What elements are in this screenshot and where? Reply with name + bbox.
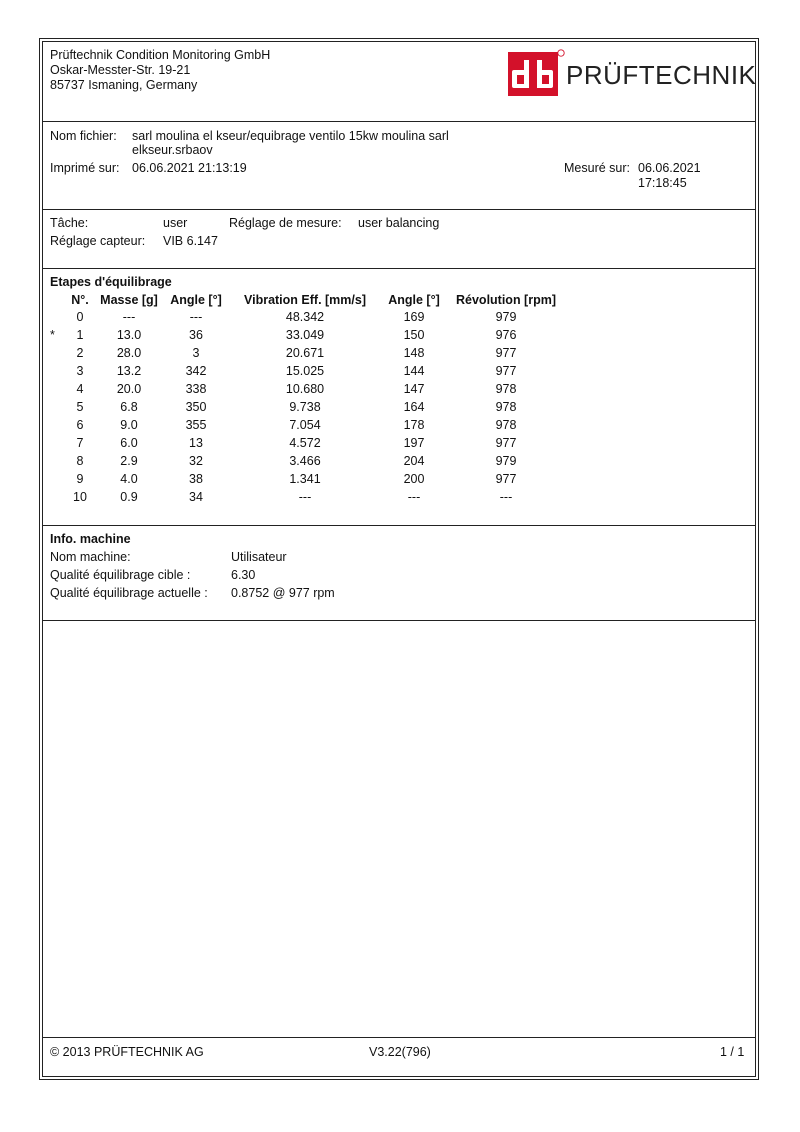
table-cell: 978 [495, 418, 517, 432]
table-body [50, 308, 562, 506]
table-cell [50, 452, 62, 470]
divider [42, 1037, 756, 1038]
table-cell: 338 [185, 382, 207, 396]
measured-time: 17:18:45 [638, 176, 687, 190]
table-cell: 204 [403, 454, 425, 468]
table-cell: 28.0 [116, 346, 142, 360]
table-cell: --- [499, 490, 513, 504]
file-name-label: Nom fichier: [50, 129, 117, 143]
table-cell: 144 [403, 364, 425, 378]
table-cell: --- [122, 310, 136, 324]
table-cell: 1 [76, 328, 84, 342]
table-cell [50, 308, 62, 326]
table-cell: 32 [189, 454, 203, 468]
table-row [50, 434, 562, 452]
task-value: user [163, 216, 188, 230]
target-quality-value: 6.30 [231, 568, 256, 582]
table-cell: 342 [185, 364, 207, 378]
pruftechnik-logo [508, 49, 757, 97]
table-cell [50, 434, 62, 452]
file-name-value-cont: elkseur.srbaov [132, 143, 213, 157]
table-cell: 979 [495, 454, 517, 468]
table-row [50, 398, 562, 416]
measured-label: Mesuré sur: [564, 161, 630, 175]
table-cell: 978 [495, 400, 517, 414]
table-cell: 150 [403, 328, 425, 342]
task-label: Tâche: [50, 216, 89, 230]
table-cell: * [50, 328, 55, 342]
table-cell: --- [189, 310, 203, 324]
table-cell [50, 488, 62, 506]
table-cell: 3 [192, 346, 200, 360]
table-cell: 3 [76, 364, 84, 378]
table-cell: --- [407, 490, 421, 504]
balancing-steps-title: Etapes d'équilibrage [50, 275, 172, 289]
table-cell [50, 398, 62, 416]
balancing-steps-table [50, 291, 562, 506]
table-cell: 34 [189, 490, 203, 504]
table-row [50, 452, 562, 470]
measure-setup-value: user balancing [358, 216, 440, 230]
table-cell: 350 [185, 400, 207, 414]
table-cell: 5 [76, 400, 84, 414]
table-row [50, 344, 562, 362]
table-cell: 6.0 [120, 436, 138, 450]
table-cell: 200 [403, 472, 425, 486]
table-header-row [50, 291, 562, 308]
table-cell [50, 362, 62, 380]
registered-mark-icon [557, 49, 565, 57]
table-cell: 13.2 [116, 364, 142, 378]
table-row [50, 308, 562, 326]
table-cell: 0.9 [120, 490, 138, 504]
measured-date: 06.06.2021 [638, 161, 701, 175]
table-cell: 4.0 [120, 472, 138, 486]
sensor-setup-label: Réglage capteur: [50, 234, 146, 248]
table-row [50, 470, 562, 488]
table-row [50, 380, 562, 398]
table-cell: 9.738 [289, 400, 321, 414]
table-cell: 38 [189, 472, 203, 486]
table-cell: 20.671 [285, 346, 325, 360]
printed-value: 06.06.2021 21:13:19 [132, 161, 247, 175]
table-cell: 9.0 [120, 418, 138, 432]
table-cell: 147 [403, 382, 425, 396]
machine-name-label: Nom machine: [50, 550, 131, 564]
table-cell: 10.680 [285, 382, 325, 396]
table-cell: --- [298, 490, 312, 504]
machine-info-title: Info. machine [50, 532, 131, 546]
table-cell: 8 [76, 454, 84, 468]
table-cell: 178 [403, 418, 425, 432]
divider [42, 525, 756, 526]
column-header: Révolution [rpm] [456, 292, 556, 307]
table-cell: 36 [189, 328, 203, 342]
actual-quality-value: 0.8752 @ 977 rpm [231, 586, 335, 600]
table-row [50, 488, 562, 506]
table-cell: 15.025 [285, 364, 325, 378]
divider [42, 121, 756, 122]
table-cell: 4 [76, 382, 84, 396]
table-cell: 355 [185, 418, 207, 432]
table-row [50, 362, 562, 380]
column-header: Angle [°] [388, 292, 440, 307]
table-cell [50, 470, 62, 488]
table-cell: 977 [495, 346, 517, 360]
table-cell: 13 [189, 436, 203, 450]
table-cell: 977 [495, 472, 517, 486]
table-cell: 0 [76, 310, 84, 324]
divider [42, 620, 756, 621]
sensor-setup-value: VIB 6.147 [163, 234, 218, 248]
table-cell: 13.0 [116, 328, 142, 342]
table-cell: 976 [495, 328, 517, 342]
column-header: Masse [g] [100, 292, 158, 307]
column-header: Angle [°] [170, 292, 222, 307]
footer-version: V3.22(796) [369, 1045, 431, 1059]
machine-name-value: Utilisateur [231, 550, 287, 564]
table-cell: 977 [495, 436, 517, 450]
company-name: Prüftechnik Condition Monitoring GmbH [50, 48, 271, 62]
table-cell: 3.466 [289, 454, 321, 468]
table-cell: 6.8 [120, 400, 138, 414]
column-header: N°. [71, 292, 89, 307]
table-cell [50, 416, 62, 434]
measure-setup-label: Réglage de mesure: [229, 216, 342, 230]
db-logo-icon [508, 52, 558, 96]
table-cell: 2 [76, 346, 84, 360]
company-city: 85737 Ismaning, Germany [50, 78, 198, 92]
table-cell: 6 [76, 418, 84, 432]
page-inner-border [42, 41, 756, 1077]
table-cell [50, 344, 62, 362]
table-cell: 48.342 [285, 310, 325, 324]
table-cell: 977 [495, 364, 517, 378]
table-cell: 148 [403, 346, 425, 360]
divider [42, 268, 756, 269]
table-cell: 169 [403, 310, 425, 324]
company-street: Oskar-Messter-Str. 19-21 [50, 63, 191, 77]
db-logo-mark [508, 52, 558, 96]
table-cell: 979 [495, 310, 517, 324]
target-quality-label: Qualité équilibrage cible : [50, 568, 191, 582]
table-cell: 9 [76, 472, 84, 486]
file-name-value: sarl moulina el kseur/equibrage ventilo 15kw moulina sarl [132, 129, 449, 143]
table-cell: 1.341 [289, 472, 321, 486]
column-header: Vibration Eff. [mm/s] [243, 292, 366, 307]
table-cell: 197 [403, 436, 425, 450]
table-cell: 10 [73, 490, 87, 504]
footer-copyright: © 2013 PRÜFTECHNIK AG [50, 1045, 204, 1059]
table-row [50, 326, 562, 344]
logo-wordmark: PRÜFTECHNIK [566, 60, 757, 90]
printed-label: Imprimé sur: [50, 161, 120, 175]
actual-quality-label: Qualité équilibrage actuelle : [50, 586, 208, 600]
table-cell: 7.054 [289, 418, 321, 432]
table-cell [50, 380, 62, 398]
table-cell: 978 [495, 382, 517, 396]
table-cell: 7 [76, 436, 84, 450]
table-cell: 164 [403, 400, 425, 414]
footer-page-number: 1 / 1 [720, 1045, 745, 1059]
column-header [50, 291, 62, 308]
table-cell: 4.572 [289, 436, 321, 450]
table-cell: 20.0 [116, 382, 142, 396]
table-cell: 33.049 [285, 328, 325, 342]
table-row [50, 416, 562, 434]
divider [42, 209, 756, 210]
table-cell: 2.9 [120, 454, 138, 468]
